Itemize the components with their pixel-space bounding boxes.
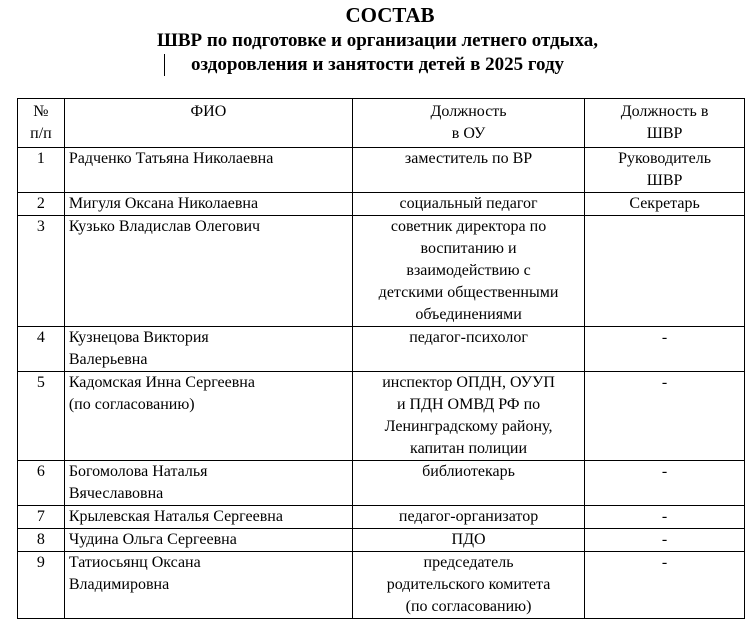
cell-shvr-role: - — [585, 327, 745, 372]
cell-shvr-role — [585, 216, 745, 327]
cell-position: заместитель по ВР — [352, 148, 584, 193]
cell-shvr-role: Секретарь — [585, 193, 745, 216]
cell-shvr-role: - — [585, 529, 745, 552]
cell-shvr-role: - — [585, 461, 745, 506]
cell-fio: Богомолова Наталья Вячеславовна — [64, 461, 352, 506]
header-fio: ФИО — [64, 99, 352, 148]
cell-fio: Крылевская Наталья Сергеевна — [64, 506, 352, 529]
text-cursor — [164, 54, 165, 76]
document-subtitle-line-2: оздоровления и занятости детей в 2025 году — [190, 54, 565, 75]
cell-fio: Мигуля Оксана Николаевна — [64, 193, 352, 216]
table-row — [18, 216, 745, 327]
cell-shvr-role: Руководитель ШВР — [585, 148, 745, 193]
cell-position: советник директора по воспитанию и взаимодействию с детскими общественными объединениями — [352, 216, 584, 327]
cell-number: 5 — [18, 372, 65, 461]
cell-number: 6 — [18, 461, 65, 506]
table-row — [18, 506, 745, 529]
cell-number: 2 — [18, 193, 65, 216]
cell-number: 1 — [18, 148, 65, 193]
cell-shvr-role: - — [585, 552, 745, 619]
cell-fio: Кузнецова Виктория Валерьевна — [64, 327, 352, 372]
cell-number: 8 — [18, 529, 65, 552]
cell-fio: Кузько Владислав Олегович — [64, 216, 352, 327]
cell-shvr-role: - — [585, 372, 745, 461]
cell-fio: Татиосьянц Оксана Владимировна — [64, 552, 352, 619]
header-number: № п/п — [18, 99, 65, 148]
table-row — [18, 461, 745, 506]
document-title: СОСТАВ — [345, 3, 435, 27]
header-position: Должность в ОУ — [352, 99, 584, 148]
cell-position: педагог-психолог — [352, 327, 584, 372]
cell-position: социальный педагог — [352, 193, 584, 216]
staff-table — [17, 98, 745, 619]
cell-number: 3 — [18, 216, 65, 327]
cell-number: 7 — [18, 506, 65, 529]
table-row — [18, 327, 745, 372]
table-row — [18, 552, 745, 619]
cell-fio: Кадомская Инна Сергеевна (по согласованию) — [64, 372, 352, 461]
table-row — [18, 529, 745, 552]
cell-position: инспектор ОПДН, ОУУП и ПДН ОМВД РФ по Ленинградскому району, капитан полиции — [352, 372, 584, 461]
cell-position: библиотекарь — [352, 461, 584, 506]
cell-position: председатель родительского комитета (по согласованию) — [352, 552, 584, 619]
cell-number: 4 — [18, 327, 65, 372]
cell-fio: Радченко Татьяна Николаевна — [64, 148, 352, 193]
table-header-row — [18, 99, 745, 148]
table-row — [18, 148, 745, 193]
table-row — [18, 372, 745, 461]
cell-position: педагог-организатор — [352, 506, 584, 529]
document-subtitle-line-1: ШВР по подготовке и организации летнего отдыха, — [156, 30, 599, 51]
cell-number: 9 — [18, 552, 65, 619]
header-shvr-role: Должность в ШВР — [585, 99, 745, 148]
cell-shvr-role: - — [585, 506, 745, 529]
table-row — [18, 193, 745, 216]
cell-position: ПДО — [352, 529, 584, 552]
cell-fio: Чудина Ольга Сергеевна — [64, 529, 352, 552]
